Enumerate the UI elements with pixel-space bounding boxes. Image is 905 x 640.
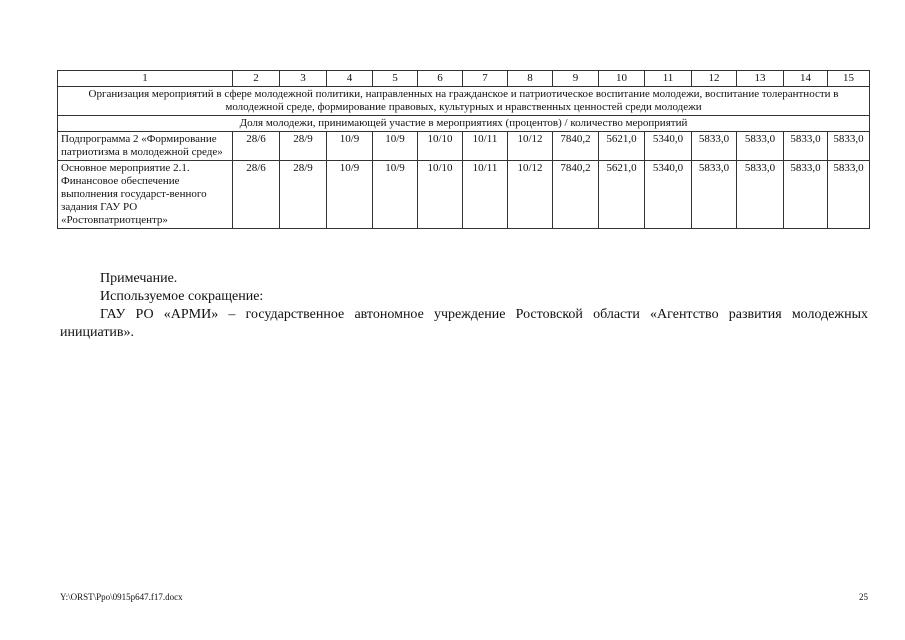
column-number-header: 11 — [645, 71, 692, 87]
table-cell: 28/9 — [280, 161, 327, 229]
table-cell: 5833,0 — [692, 132, 737, 161]
page-number: 25 — [859, 592, 868, 602]
notes-block — [60, 270, 868, 342]
column-number-header: 15 — [828, 71, 870, 87]
table-cell: 10/10 — [418, 132, 463, 161]
table-cell: 5833,0 — [737, 161, 784, 229]
table-cell: 28/6 — [233, 132, 280, 161]
column-number-header: 10 — [599, 71, 645, 87]
column-number-header: 7 — [463, 71, 508, 87]
row-name: Основное мероприятие 2.1. Финансовое обеспечение выполнения государст-венного задания ГАУ РО «Ростовпатриотцентр» — [58, 161, 233, 229]
column-number-header: 8 — [508, 71, 553, 87]
file-path: Y:\ORST\Ppo\0915p647.f17.docx — [60, 592, 183, 602]
table-cell: 10/10 — [418, 161, 463, 229]
table-cell: 10/9 — [327, 132, 373, 161]
table-row — [58, 161, 870, 229]
table-cell: 10/11 — [463, 132, 508, 161]
note-title: Примечание. — [100, 271, 178, 286]
column-number-header: 6 — [418, 71, 463, 87]
column-number-header: 13 — [737, 71, 784, 87]
column-number-header: 12 — [692, 71, 737, 87]
column-number-header: 14 — [784, 71, 828, 87]
table-cell: 10/12 — [508, 132, 553, 161]
column-number-header: 9 — [553, 71, 599, 87]
table-header-row — [58, 71, 870, 87]
column-number-header: 2 — [233, 71, 280, 87]
indicator-title-row — [58, 116, 870, 132]
table-cell: 28/9 — [280, 132, 327, 161]
table-cell: 5833,0 — [784, 161, 828, 229]
table-cell: 7840,2 — [553, 161, 599, 229]
abbreviation-heading: Используемое сокращение: — [100, 289, 264, 304]
table-cell: 5833,0 — [828, 161, 870, 229]
table-cell: 28/6 — [233, 161, 280, 229]
table-cell: 10/9 — [373, 132, 418, 161]
table-cell: 5833,0 — [828, 132, 870, 161]
abbreviation-text: ГАУ РО «АРМИ» – государственное автономное учреждение Ростовской области «Агентство развития молодежных инициатив». — [60, 307, 868, 340]
indicator-title: Доля молодежи, принимающей участие в мероприятиях (процентов) / количество мероприятий — [58, 116, 870, 132]
table-cell: 5833,0 — [737, 132, 784, 161]
row-name: Подпрограмма 2 «Формирование патриотизма в молодежной среде» — [58, 132, 233, 161]
table-cell: 7840,2 — [553, 132, 599, 161]
table-cell: 10/9 — [327, 161, 373, 229]
column-number-header: 1 — [58, 71, 233, 87]
table-cell: 5340,0 — [645, 161, 692, 229]
column-number-header: 4 — [327, 71, 373, 87]
table-cell: 5621,0 — [599, 132, 645, 161]
column-number-header: 5 — [373, 71, 418, 87]
table-cell: 5340,0 — [645, 132, 692, 161]
table-cell: 5833,0 — [692, 161, 737, 229]
table-cell: 5621,0 — [599, 161, 645, 229]
table-cell: 5833,0 — [784, 132, 828, 161]
table-cell: 10/12 — [508, 161, 553, 229]
table-cell: 10/9 — [373, 161, 418, 229]
table-row — [58, 132, 870, 161]
table-cell: 10/11 — [463, 161, 508, 229]
indicators-table — [57, 70, 870, 229]
column-number-header: 3 — [280, 71, 327, 87]
section-title-row — [58, 87, 870, 116]
section-title: Организация мероприятий в сфере молодежной политики, направленных на гражданское и патриотическое воспитание молодежи, воспитание толерантности в молодежной среде, формирование правовых, культурных и нравственных ценностей среди молодежи — [58, 87, 870, 116]
